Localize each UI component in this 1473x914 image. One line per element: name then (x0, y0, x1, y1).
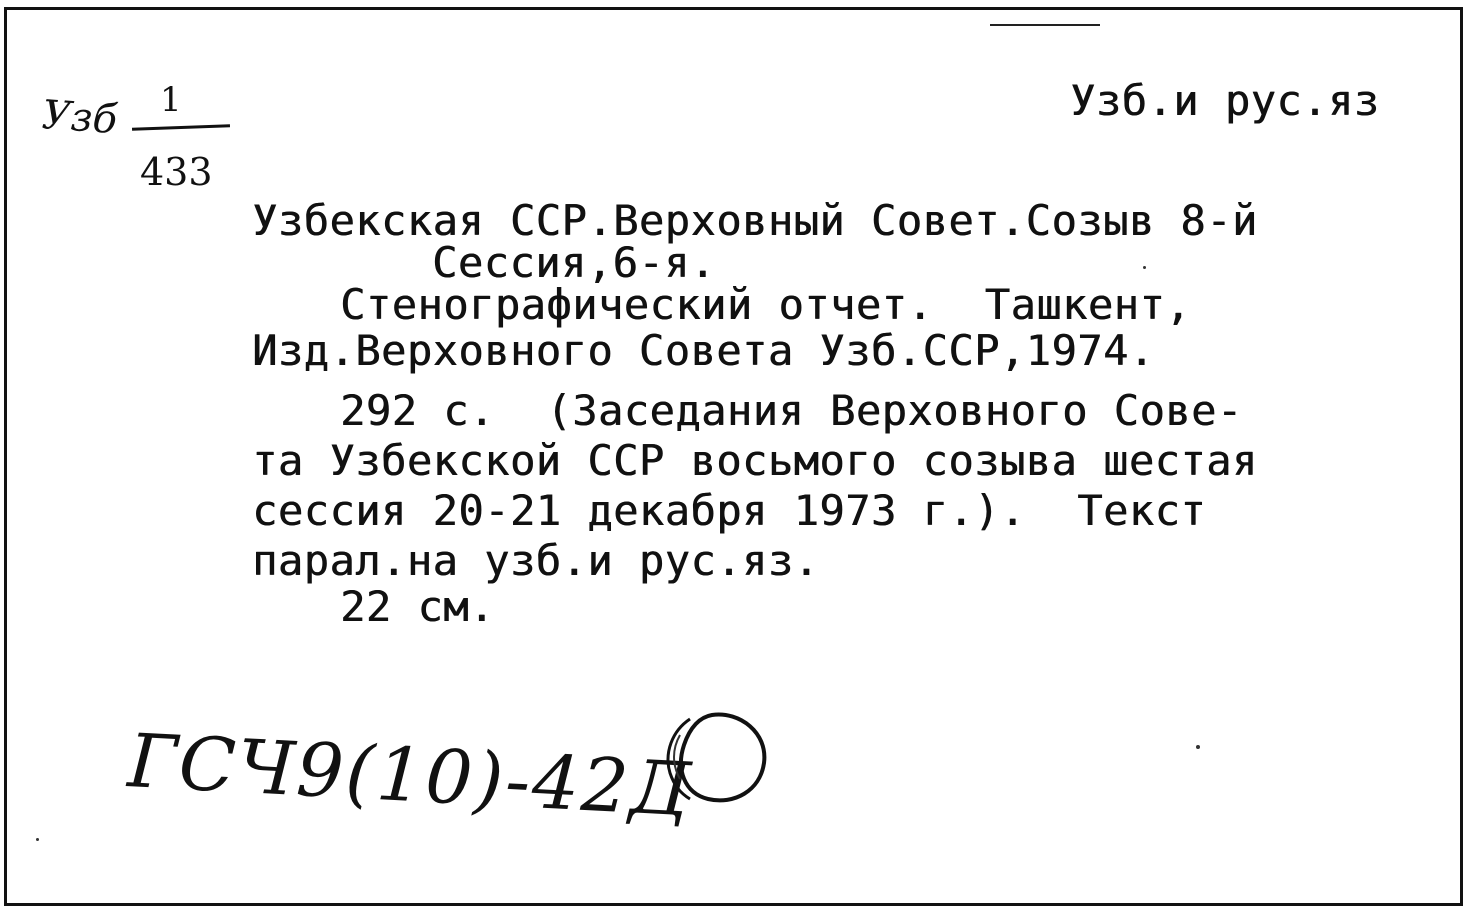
pagination-line: 292 с. (Заседания Верховного Сове- (340, 386, 1243, 435)
publisher-line: Изд.Верховного Совета Узб.ССР,1974. (252, 326, 1155, 375)
series-line-1: та Узбекской ССР восьмого созыва шестая (252, 436, 1258, 485)
call-number: ГСЧ9(10)-42Д (125, 718, 695, 834)
ink-speck (1143, 266, 1146, 269)
heading-line: Узбекская ССР.Верховный Совет.Созыв 8-й (252, 196, 1258, 245)
shelf-mark-prefix: Узб (40, 92, 119, 144)
size-line: 22 см. (340, 582, 495, 631)
language-line: парал.на узб.и рус.яз. (252, 536, 820, 585)
title-line: Стенографический отчет. Ташкент, (340, 280, 1191, 329)
series-line-2: сессия 20-21 декабря 1973 г.). Текст (252, 486, 1207, 535)
top-dash-mark (990, 24, 1100, 26)
circle-stamp-mark (650, 705, 774, 809)
session-line: Сессия,6-я. (432, 238, 716, 287)
ink-speck (36, 838, 39, 841)
shelf-mark-numerator: 1 (160, 80, 182, 120)
ink-speck (1196, 745, 1200, 749)
shelf-mark-denominator: 433 (140, 150, 213, 194)
language-note: Узб.и рус.яз (1070, 76, 1380, 125)
